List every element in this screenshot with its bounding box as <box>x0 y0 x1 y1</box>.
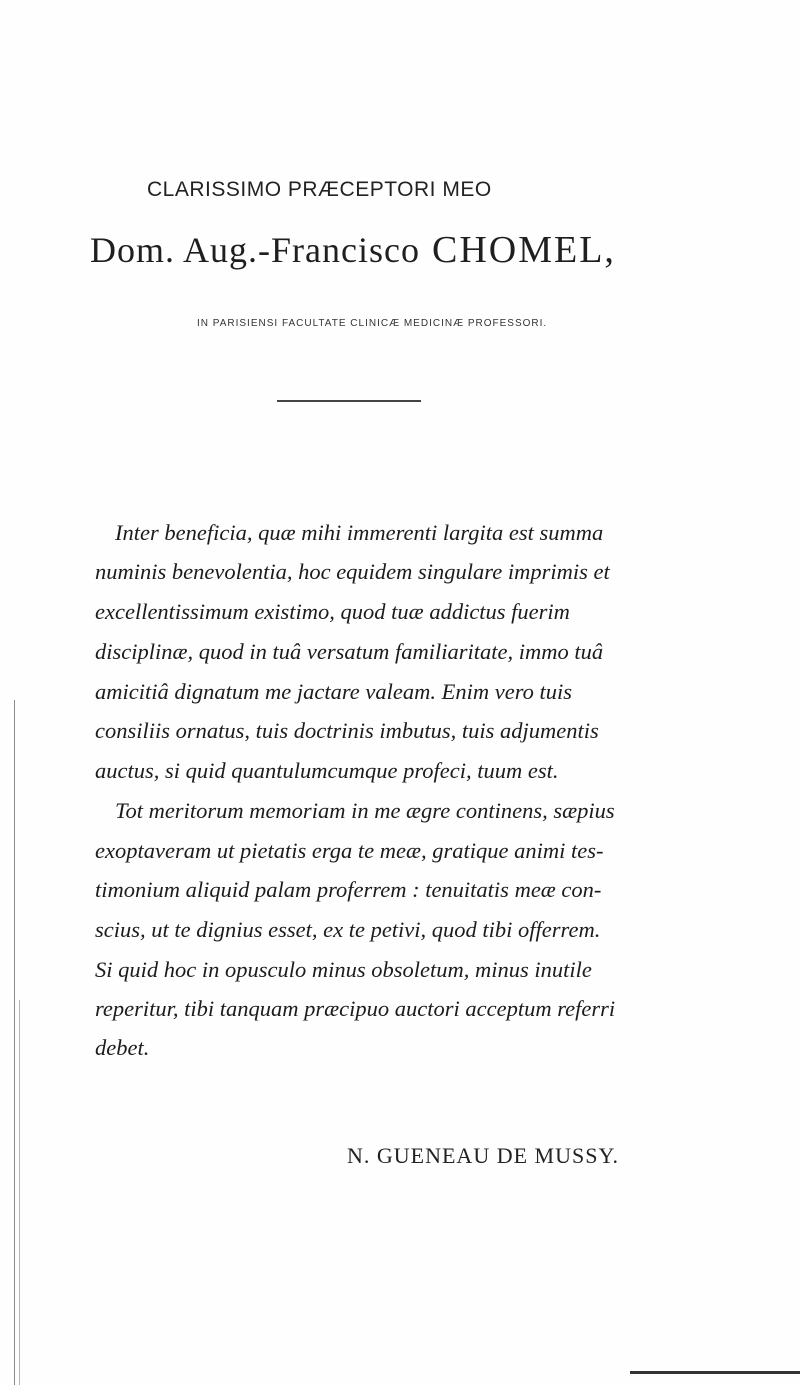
dedicatee-name <box>90 228 616 272</box>
letter-line: amicitiâ dignatum me jactare valeam. Enim vero tuis <box>95 679 572 704</box>
letter-line: disciplinæ, quod in tuâ versatum familiaritate, immo tuâ <box>95 639 604 664</box>
page-edge-line <box>14 700 15 1385</box>
dedicatee-surname: CHOMEL, <box>431 229 616 271</box>
letter-line: Si quid hoc in opusculo minus obsoletum, minus inutile <box>95 957 592 982</box>
dedication-heading: CLARISSIMO PRÆCEPTORI MEO <box>147 178 492 201</box>
page-edge-line-secondary <box>19 1000 20 1385</box>
letter-line: debet. <box>95 1035 150 1060</box>
letter-line: auctus, si quid quantulumcumque profeci, tuum est. <box>95 758 559 783</box>
letter-line: numinis benevolentia, hoc equidem singulare imprimis et <box>95 559 610 584</box>
letter-line: excellentissimum existimo, quod tuæ addictus fuerim <box>95 599 570 624</box>
letter-line: Inter beneficia, quæ mihi immerenti largita est summa <box>115 520 604 545</box>
letter-line: reperitur, tibi tanquam præcipuo auctori acceptum referri <box>95 996 616 1021</box>
dedicatee-affiliation: IN PARISIENSI FACULTATE CLINICÆ MEDICINÆ PROFESSORI. <box>197 318 548 329</box>
section-divider <box>277 400 421 402</box>
letter-line: consiliis ornatus, tuis doctrinis imbutus, tuis adjumentis <box>95 718 599 743</box>
bottom-page-rule <box>630 1371 800 1374</box>
letter-line: timonium aliquid palam proferrem : tenuitatis meæ con- <box>95 877 602 902</box>
letter-line: exoptaveram ut pietatis erga te meæ, gratique animi tes- <box>95 838 604 863</box>
dedicatee-given-names: Dom. Aug.-Francisco <box>90 230 420 270</box>
letter-line: scius, ut te dignius esset, ex te petivi, quod tibi offerrem. <box>95 917 601 942</box>
letter-line: Tot meritorum memoriam in me ægre continens, sæpius <box>115 798 615 823</box>
signature: N. GUENEAU DE MUSSY. <box>347 1143 620 1168</box>
